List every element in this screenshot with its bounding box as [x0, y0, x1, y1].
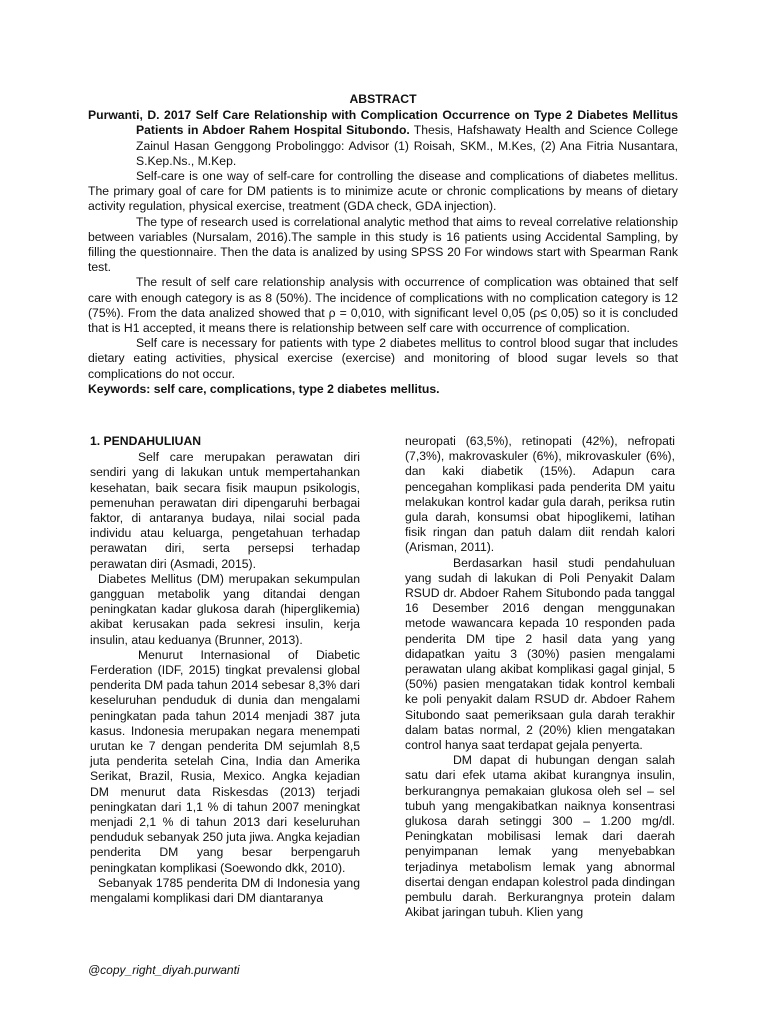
abstract-paragraph: Self care is necessary for patients with type 2 diabetes mellitus to control blood sugar that includes dietary eating activities, physical exercise (exercise) and monitoring of blood sugar levels so that complications do not occur. [88, 336, 678, 381]
abstract-paragraph: The result of self care relationship analysis with occurrence of complication was obtained that self care with enough category is as 8 (50%). The incidence of complications with no complication category is 12 (75%). From the data analized showed that ρ = 0,010, with significant level 0,05 (ρ≤ 0,05) so it is concluded that is H1 accepted, it means there is relationship between self care with occurrence of complication. [88, 275, 678, 336]
right-column [405, 434, 675, 921]
abstract-paragraph: The type of research used is correlational analytic method that aims to reveal correlative relationship between variables (Nursalam, 2016).The sample in this study is 16 patients using Accidental Sampling, by filling the questionnaire. Then the data is analized by using SPSS 20 For windows start with Spearman Rank test. [88, 214, 678, 275]
body-paragraph: Sebanyak 1785 penderita DM di Indonesia yang mengalami komplikasi dari DM diantaranya [90, 875, 360, 906]
body-paragraph: neuropati (63,5%), retinopati (42%), nefropati (7,3%), makrovaskuler (6%), mikrovaskuler (6%), dan kaki diabetik (15%). Adapun cara pencegahan komplikasi pada penderita DM yaitu melakukan kontrol kadar gula darah, periksa rutin gula darah, konsumsi obat hipoglikemi, latihan fisik ringan dan patuh dalam diit rendah kalori (Arisman, 2011). [405, 434, 675, 555]
keywords: Keywords: self care, complications, type 2 diabetes mellitus. [88, 381, 440, 396]
body-paragraph: Berdasarkan hasil studi pendahuluan yang sudah di lakukan di Poli Penyakit Dalam RSUD dr. Abdoer Rahem Situbondo pada tanggal 16 Desember 2016 dengan menggunakan metode wawancara kepada 10 responden pada penderita DM tipe 2 hasil data yang yang didapatkan yaitu 3 (30%) pasien mengalami perawatan ulang akibat komplikasi gagal ginjal, 5 (50%) pasien mengatakan tidak kontrol kembali ke poli penyakit dalam RSUD dr. Abdoer Rahem Situbondo saat pemeriksaan gula darah terakhir dalam batas normal, 2 (20%) klien mengatakan control hanya saat terdapat gejala penyerta. [405, 555, 675, 753]
citation [88, 108, 678, 169]
left-column [90, 434, 360, 906]
abstract-section [88, 92, 678, 397]
abstract-paragraph: Self-care is one way of self-care for controlling the disease and complications of diabetes mellitus. The primary goal of care for DM patients is to minimize acute or chronic complications by means of dietary activity regulation, physical exercise, treatment (GDA check, GDA injection). [88, 169, 678, 214]
body-paragraph: Diabetes Mellitus (DM) merupakan sekumpulan gangguan metabolik yang ditandai dengan peningkatan kadar glukosa darah (hiperglikemia) akibat kerusakan pada sekresi insulin, kerja insulin, atau keduanya (Brunner, 2013). [90, 571, 360, 647]
abstract-title: ABSTRACT [349, 92, 417, 106]
section-heading: 1. PENDAHULIUAN [90, 434, 202, 448]
citation-details: Thesis, Hafshawaty Health and Science College Zainul Hasan Genggong Probolinggo: Advisor (1) Roisah, SKM., M.Kes, (2) Ana Fitria Nusantara, S.Kep.Ns., M.Kep. [136, 123, 678, 168]
body-paragraph: Menurut Internasional of Diabetic Ferderation (IDF, 2015) tingkat prevalensi global penderita DM pada tahun 2014 sebesar 8,3% dari keseluruhan penduduk di dunia dan mengalami peningkatan pada tahun 2014 menjadi 387 juta kasus. Indonesia merupakan negara menempati urutan ke 7 dengan penderita DM sejumlah 8,5 juta penderita setelah Cina, India dan Amerika Serikat, Brazil, Rusia, Mexico. Angka kejadian DM menurut data Riskesdas (2013) terjadi peningkatan dari 1,1 % di tahun 2007 meningkat menjadi 2,1 % di tahun 2013 dari keseluruhan penduduk sebanyak 250 juta jiwa. Angka kejadian penderita DM yang besar berpengaruh peningkatan komplikasi (Soewondo dkk, 2010). [90, 647, 360, 875]
body-paragraph: DM dapat di hubungan dengan salah satu dari efek utama akibat kurangnya insulin, berkurangnya pemakaian glukosa oleh sel – sel tubuh yang mengakibatkan naiknya konsentrasi glukosa darah setinggi 300 – 1.200 mg/dl. Peningkatan mobilisasi lemak dari daerah penyimpanan lemak yang menyebabkan terjadinya metabolism lemak yang abnormal disertai dengan endapan kolestrol pada dindingan pembulu darah. Berkurangnya protein dalam Akibat jaringan tubuh. Klien yang [405, 753, 675, 920]
citation-title: Purwanti, D. 2017 Self Care Relationship with Complication Occurrence on Type 2 Diabetes Mellitus Patients in Abdoer Rahem Hospital Situbondo. [88, 108, 678, 138]
footer-watermark: @copy_right_diyah.purwanti [88, 963, 240, 977]
body-paragraph: Self care merupakan perawatan diri sendiri yang di lakukan untuk mempertahankan kesehatan, baik secara fisik maupun psikologis, pemenuhan perawatan diri dipengaruhi berbagai faktor, di antaranya budaya, nilai social pada individu atau keluarga, pengetahuan terhadap perawatan diri, serta persepsi terhadap perawatan diri (Asmadi, 2015). [90, 450, 360, 571]
